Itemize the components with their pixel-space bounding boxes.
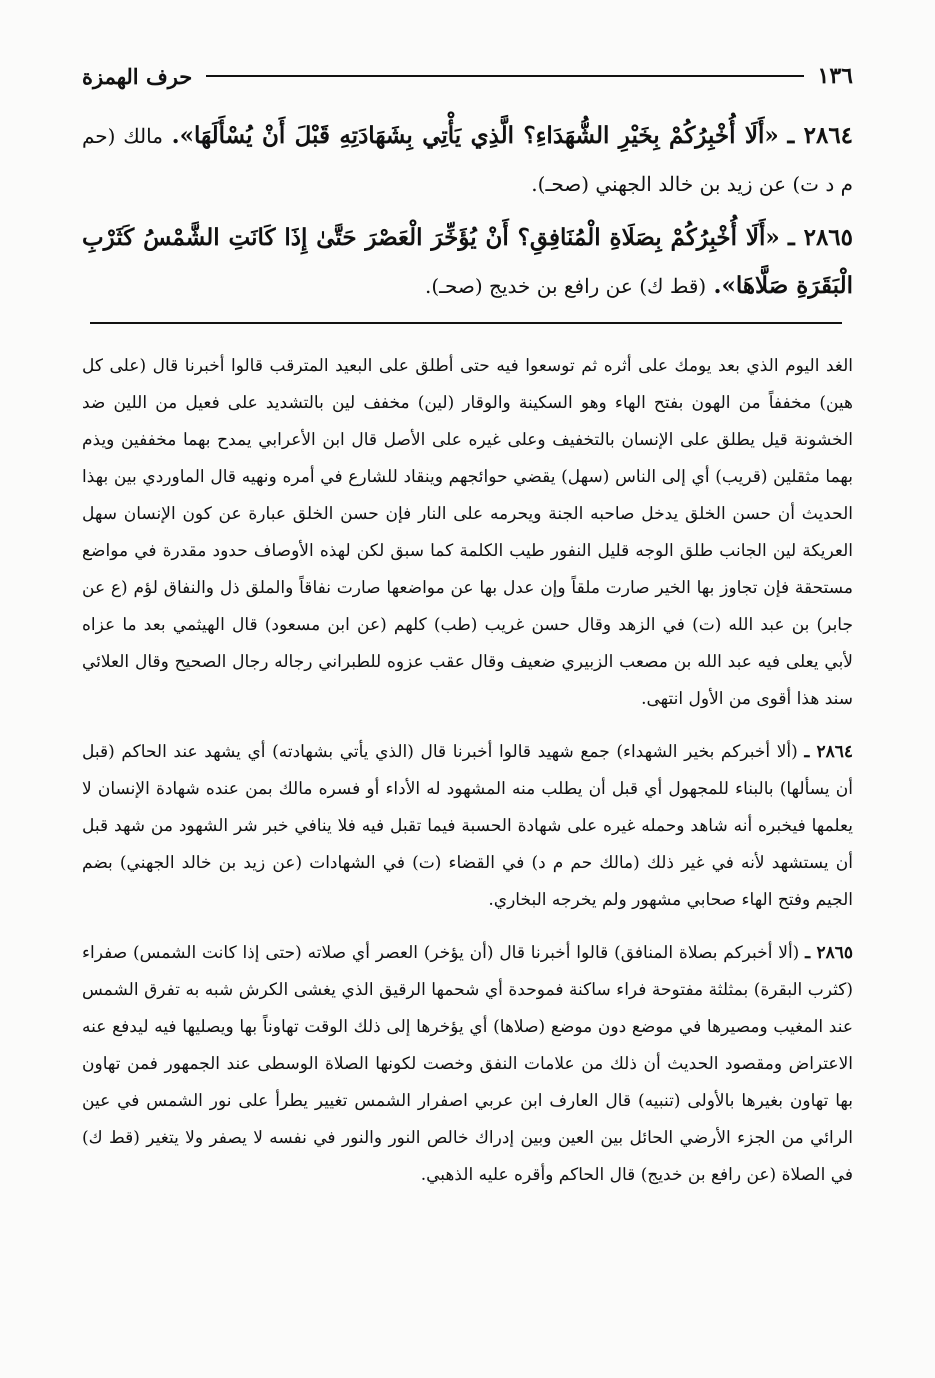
hadith-text: «أَلَا أُخْبِرُكُمْ بِصَلَاةِ الْمُنَافِقِ؟ أَنْ يُؤَخِّرَ الْعَصْرَ حَتَّىٰ إِذَا كَانَتِ الشَّمْسُ كَثَرْبِ الْبَقَرَةِ صَلَّاهَا». [82,224,853,299]
commentary-number: ٢٨٦٤ ـ [804,742,853,762]
hadith-number: ٢٨٦٤ ـ [787,122,854,149]
page-number: ١٣٦ [817,63,853,89]
hadith-main-text [82,112,853,316]
running-title: حرف الهمزة [82,63,193,89]
commentary-section [82,348,853,1210]
commentary-number: ٢٨٦٥ ـ [805,943,854,963]
hadith-source: مالك (حم م د ت) عن زيد بن خالد الجهني (صحـ). [82,124,853,196]
commentary-text: (ألا أخبركم بخير الشهداء) جمع شهيد قالوا أخبرنا قال (الذي يأتي بشهادته) أي يشهد عند الحاكم (قبل أن يسألها) بالبناء للمجهول أي قبل أن يطلب منه المشهود له الأداء أو فسره مالك بمن عنده شهادة الإنسان لا يعلمها فيخبره أنه شاهد وحمله غيره على شهادة الحسبة فيما تقبل فيه فلا ينافي خبر شر الشهود من شهد قبل أن يستشهد لأنه في غير ذلك (مالك حم م د) في القضاء (ت) في الشهادات (عن زيد بن خالد الجهني) بضم الجيم وفتح الهاء صحابي مشهور ولم يخرجه البخاري. [82,742,853,910]
commentary-paragraph [82,348,853,718]
hadith-text: «أَلَا أُخْبِرُكُمْ بِخَيْرِ الشُّهَدَاءِ؟ الَّذِي يَأْتِي بِشَهَادَتِهِ قَبْلَ أَنْ يُسْأَلَهَا». [171,122,779,149]
hadith-number: ٢٨٦٥ ـ [787,224,854,251]
commentary-text: (ألا أخبركم بصلاة المنافق) قالوا أخبرنا قال (أن يؤخر) العصر أي صلاته (حتى إذا كانت الشمس) صفراء (كثرب البقرة) بمثلثة مفتوحة فراء ساكنة فموحدة أي شحمها الرقيق الذي يغشى الكرش شبه به تفرق الشمس عند المغيب ومصيرها في موضع دون موضع (صلاها) أي يؤخرها إلى ذلك الوقت تهاوناً بها ويصليها فيه ليدفع عنه الاعتراض ومقصود الحديث أن ذلك من علامات النفق وخصت لكونها الصلاة الوسطى عند الجمهور فمن تهاون بها تهاون بغيرها بالأولى (تنبيه) قال العارف ابن عربي اصفرار الشمس تغيير يطرأ على نور الشمس في عين الرائي من الجزء الأرضي الحائل بين العين وبين إدراك خالص النور والنور في نفسه لا يصفر ولا يتغير (قط ك) في الصلاة (عن رافع بن خديج) قال الحاكم وأقره عليه الذهبي. [82,943,853,1185]
hadith-entry [82,112,853,208]
commentary-paragraph [82,734,853,919]
hadith-entry [82,214,853,310]
header-rule [206,75,803,77]
page-header [82,56,853,96]
hadith-source: (قط ك) عن رافع بن خديج (صحـ). [424,274,707,298]
footnote-divider [90,322,842,324]
commentary-text: الغد اليوم الذي بعد يومك على أثره ثم توسعوا فيه حتى أطلق على البعيد المترقب قالوا أخبرنا قال (على كل هين) مخففاً من الهون بفتح الهاء وهو السكينة والوقار (لين) مخفف لين بالتشديد على فعيل من اللين ضد الخشونة قيل يطلق على الإنسان بالتخفيف وعلى غيره على الأصل قال ابن الأعرابي يمدح بهما مخففين ويذم بهما مثقلين (قريب) أي إلى الناس (سهل) يقضي حوائجهم وينقاد للشارع في أمره ونهيه قال الماوردي بين بهذا الحديث أن حسن الخلق يدخل صاحبه الجنة ويحرمه على النار فإن حسن الخلق عبارة عن كون الإنسان سهل العريكة لين الجانب طلق الوجه قليل النفور طيب الكلمة كما سبق لكن لهذه الأوصاف حدود مقدرة في مواضع مستحقة فإن تجاوز بها الخير صارت ملقاً وإن عدل بها عن مواضعها صارت نفاقاً والملق ذل والنفاق لؤم (ع عن جابر) بن عبد الله (ت) في الزهد وقال حسن غريب (طب) كلهم (عن ابن مسعود) قال الهيثمي بعد ما عزاه لأبي يعلى فيه عبد الله بن مصعب الزبيري ضعيف وقال عقب عزوه للطبراني رجاله رجال الصحيح وقال العلائي سند هذا أقوى من الأول انتهى. [82,356,853,709]
commentary-paragraph [82,935,853,1194]
